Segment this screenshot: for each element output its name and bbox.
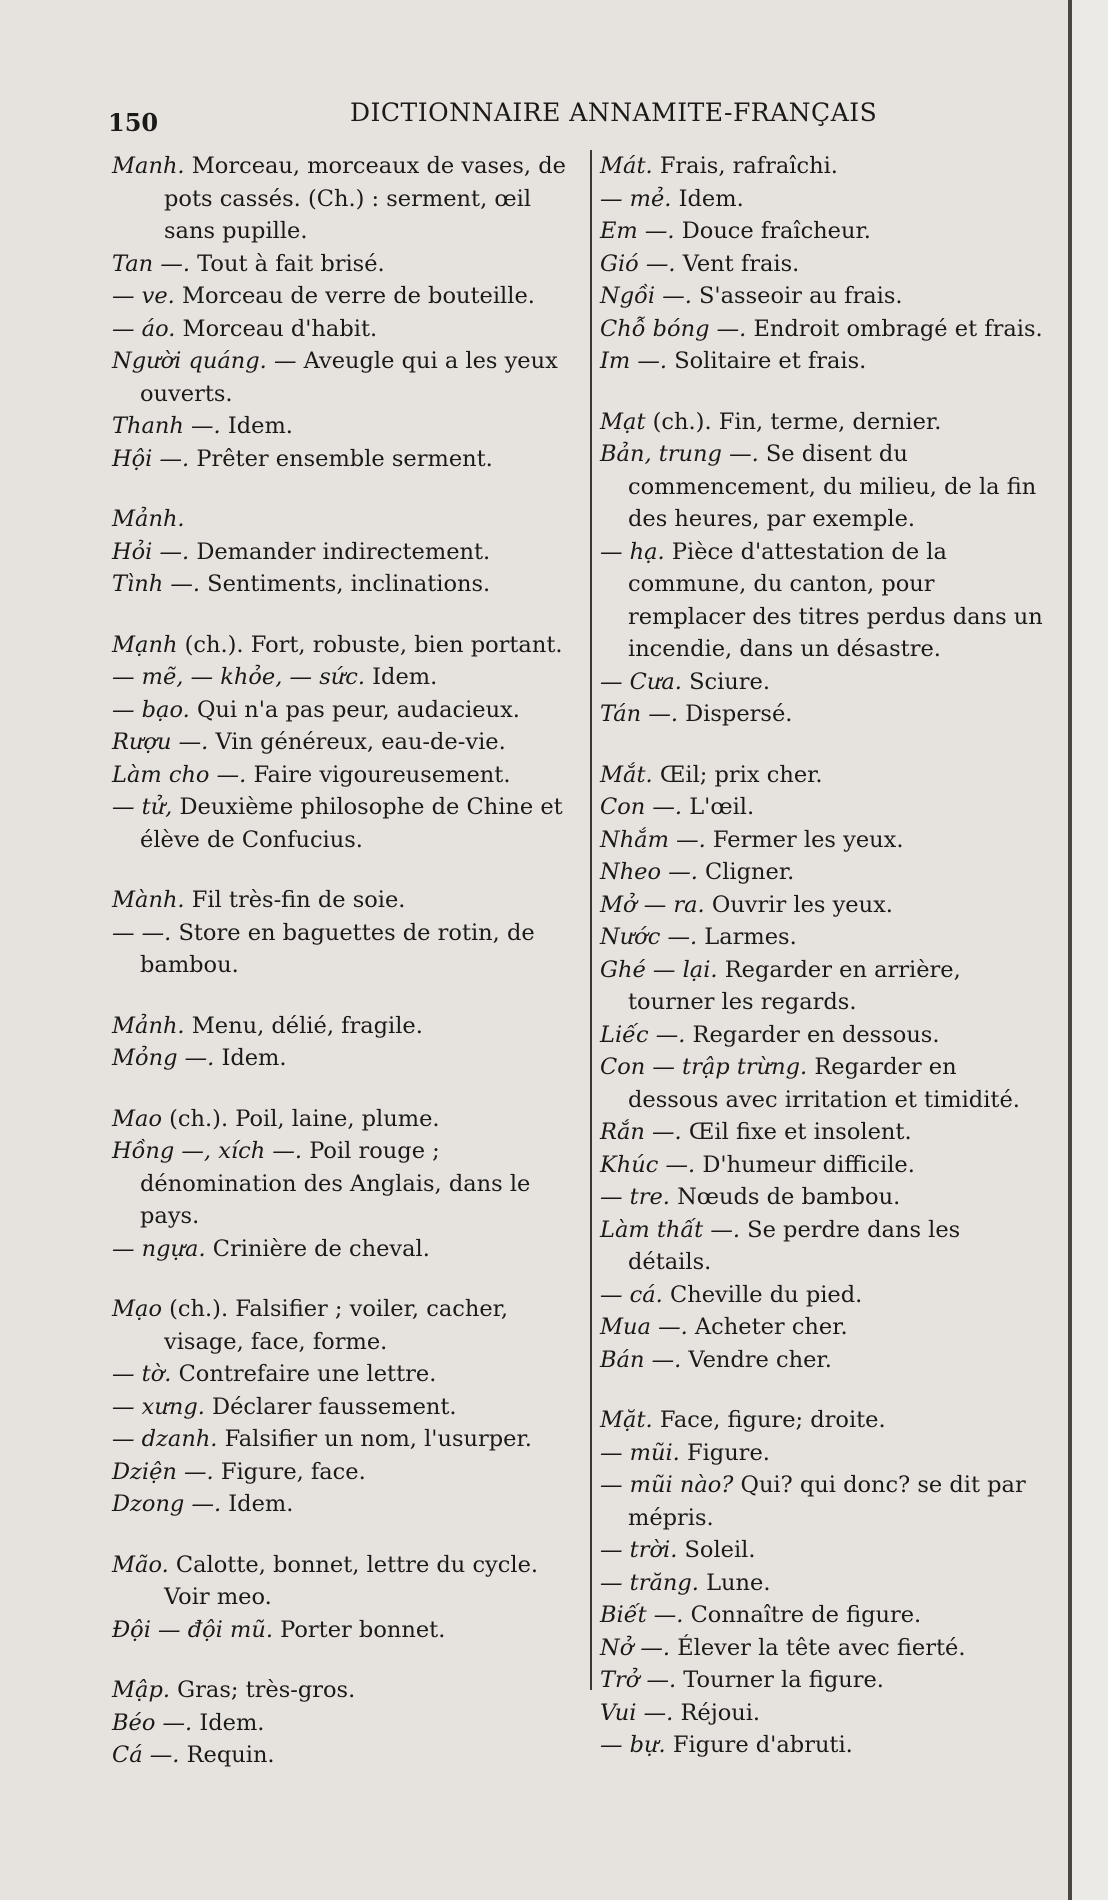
entry-headword-line: [600, 1404, 1048, 1437]
entry-subline: [112, 694, 582, 727]
entry-subline: [112, 1135, 582, 1233]
vietnamese-phrase: Nước —.: [600, 924, 698, 950]
dictionary-entry: [600, 150, 1048, 378]
entry-subline: [112, 1739, 582, 1772]
definition-text: Regarder en arrière, tourner les regards.: [628, 956, 961, 1015]
definition-text: Se perdre dans les détails.: [628, 1216, 961, 1275]
entry-subline: [112, 1456, 582, 1489]
vietnamese-phrase: — dzanh.: [112, 1426, 218, 1452]
vietnamese-phrase: — tử,: [112, 794, 173, 820]
definition-text: Douce fraîcheur.: [681, 218, 871, 244]
right-column: [600, 150, 1048, 1790]
definition-text: Fermer les yeux.: [712, 826, 904, 853]
headword: Mát.: [600, 153, 653, 179]
definition-text: Deuxième philosophe de Chine et élève de Confucius.: [140, 794, 563, 853]
definition-text: Vent frais.: [682, 250, 800, 277]
definition-text: L'œil.: [689, 794, 755, 820]
definition-text: Pièce d'attestation de la commune, du canton, pour remplacer des titres perdus dans un incendie, dans un désastre.: [628, 538, 1043, 662]
entry-subline: [112, 536, 582, 569]
entry-subline: [112, 280, 582, 313]
vietnamese-phrase: Mỏng —.: [112, 1045, 215, 1071]
entry-headword-line: [112, 884, 582, 917]
definition-text: Faire vigoureusement.: [253, 761, 511, 788]
entry-subline: [600, 954, 1048, 1019]
vietnamese-phrase: — xưng.: [112, 1393, 205, 1420]
entry-subline: [600, 1279, 1048, 1312]
vietnamese-phrase: — áo.: [112, 315, 176, 342]
entry-subline: [600, 889, 1048, 922]
vietnamese-phrase: Con —.: [600, 794, 683, 820]
vietnamese-phrase: Nhắm —.: [600, 826, 706, 853]
definition-text: Contrefaire une lettre.: [178, 1361, 437, 1387]
entry-subline: [112, 1042, 582, 1075]
definition-text: Qui n'a pas peur, audacieux.: [196, 696, 520, 723]
vietnamese-phrase: Biết —.: [600, 1602, 684, 1628]
vietnamese-phrase: — mũi.: [600, 1439, 680, 1466]
entry-subline: [112, 759, 582, 792]
vietnamese-phrase: — cá.: [600, 1281, 663, 1308]
definition-text: Ouvrir les yeux.: [711, 891, 893, 918]
vietnamese-phrase: — mẽ, — khỏe, — sức.: [112, 664, 365, 690]
vietnamese-phrase: — Cưa.: [600, 668, 682, 695]
vietnamese-phrase: Làm cho —.: [112, 761, 247, 788]
dictionary-entry: [112, 150, 582, 475]
vietnamese-phrase: Dzong —.: [112, 1491, 222, 1517]
vietnamese-phrase: Hội —.: [112, 445, 190, 472]
vietnamese-phrase: Đội — đội mũ.: [112, 1616, 273, 1643]
vietnamese-phrase: — trời.: [600, 1537, 678, 1563]
vietnamese-phrase: Im —.: [600, 348, 668, 374]
vietnamese-phrase: Khúc —.: [600, 1151, 696, 1178]
entry-subline: [600, 1181, 1048, 1214]
entry-subline: [112, 1707, 582, 1740]
definition-text: Morceau, morceaux de vases, de pots cassés. (Ch.) : serment, œil sans pupille.: [164, 153, 566, 244]
headword: Mắt.: [600, 761, 653, 788]
vietnamese-phrase: Con — trập trừng.: [600, 1054, 808, 1080]
dictionary-entry: [600, 1404, 1048, 1762]
vietnamese-phrase: — ve.: [112, 283, 175, 309]
definition-text: Œil fixe et insolent.: [688, 1119, 912, 1145]
definition-text: (ch.). Poil, laine, plume.: [169, 1105, 440, 1132]
vietnamese-phrase: Chỗ bóng —.: [600, 315, 747, 342]
column-divider: [590, 150, 592, 1690]
definition-text: Endroit ombragé et frais.: [753, 315, 1043, 342]
headword: Mao: [112, 1105, 162, 1132]
vietnamese-phrase: Mở — ra.: [600, 891, 705, 918]
entry-subline: [112, 1614, 582, 1647]
entry-subline: [600, 1697, 1048, 1730]
dictionary-entry: [112, 1010, 582, 1075]
vietnamese-phrase: Bán —.: [600, 1346, 682, 1373]
definition-text: Idem.: [227, 413, 293, 439]
entry-subline: [112, 726, 582, 759]
headword: Mảnh.: [112, 1012, 185, 1039]
entry-subline: [600, 1116, 1048, 1149]
vietnamese-phrase: — —.: [112, 919, 172, 946]
entry-subline: [600, 1149, 1048, 1182]
entry-subline: [112, 1233, 582, 1266]
definition-text: Regarder en dessous.: [692, 1021, 940, 1048]
vietnamese-phrase: Liếc —.: [600, 1021, 686, 1048]
definition-text: — Aveugle qui a les yeux ouverts.: [140, 348, 558, 407]
dictionary-entry: [112, 503, 582, 601]
entry-subline: [112, 443, 582, 476]
definition-text: Idem.: [221, 1045, 287, 1071]
definition-text: Se disent du commencement, du milieu, de la fin des heures, par exemple.: [628, 441, 1037, 532]
definition-text: Crinière de cheval.: [212, 1235, 430, 1262]
entry-subline: [112, 410, 582, 443]
definition-text: Store en baguettes de rotin, de bambou.: [140, 919, 535, 978]
vietnamese-phrase: — tờ.: [112, 1361, 172, 1387]
entry-subline: [112, 313, 582, 346]
dictionary-entry: [112, 629, 582, 857]
headword: Mảnh.: [112, 506, 185, 532]
vietnamese-phrase: Rượu —.: [112, 729, 209, 755]
entry-subline: [600, 438, 1048, 536]
vietnamese-phrase: — bự.: [600, 1732, 666, 1758]
vietnamese-phrase: Ngồi —.: [600, 283, 692, 309]
definition-text: Sentiments, inclinations.: [207, 571, 491, 597]
headword: Mặt.: [600, 1407, 653, 1433]
definition-text: Sciure.: [689, 668, 771, 695]
vietnamese-phrase: — trăng.: [600, 1569, 699, 1596]
definition-text: Idem.: [199, 1709, 265, 1736]
running-head: DICTIONNAIRE ANNAMITE-FRANÇAIS: [350, 98, 878, 127]
headword: Mão.: [112, 1551, 169, 1578]
entry-subline: [112, 661, 582, 694]
vietnamese-phrase: — tre.: [600, 1184, 670, 1210]
entry-subline: [600, 1344, 1048, 1377]
definition-text: Idem.: [678, 185, 744, 212]
vietnamese-phrase: Béo —.: [112, 1709, 193, 1736]
definition-text: Lune.: [706, 1569, 771, 1596]
definition-text: Regarder en dessous avec irritation et timidité.: [628, 1054, 1020, 1113]
entry-subline: [600, 536, 1048, 666]
entry-subline: [112, 1358, 582, 1391]
vietnamese-phrase: — hạ.: [600, 538, 665, 565]
definition-text: Élever la tête avec fierté.: [677, 1634, 966, 1661]
entry-headword-line: [112, 1293, 582, 1358]
vietnamese-phrase: Làm thất —.: [600, 1216, 741, 1243]
definition-text: Figure.: [686, 1439, 770, 1466]
headword: Mạt: [600, 408, 646, 435]
vietnamese-phrase: Thanh —.: [112, 413, 221, 439]
vietnamese-phrase: — ngựa.: [112, 1235, 206, 1262]
vietnamese-phrase: Dziện —.: [112, 1458, 214, 1485]
entry-headword-line: [112, 503, 582, 536]
entry-subline: [600, 183, 1048, 216]
definition-text: Dispersé.: [685, 701, 793, 727]
definition-text: D'humeur difficile.: [702, 1151, 915, 1178]
entry-headword-line: [112, 1549, 582, 1614]
definition-text: Idem.: [228, 1491, 294, 1517]
entry-subline: [600, 248, 1048, 281]
entry-subline: [600, 791, 1048, 824]
entry-subline: [600, 824, 1048, 857]
entry-subline: [112, 791, 582, 856]
vietnamese-phrase: Nheo —.: [600, 859, 698, 885]
entry-subline: [600, 1469, 1048, 1534]
definition-text: Figure, face.: [220, 1458, 366, 1485]
entry-headword-line: [112, 1674, 582, 1707]
definition-text: Fil très-fin de soie.: [191, 887, 406, 913]
vietnamese-phrase: Vui —.: [600, 1699, 674, 1726]
dictionary-entry: [600, 406, 1048, 731]
entry-subline: [112, 248, 582, 281]
entry-headword-line: [600, 150, 1048, 183]
vietnamese-phrase: Trở —.: [600, 1667, 677, 1693]
definition-text: Frais, rafraîchi.: [659, 153, 838, 179]
entry-subline: [600, 856, 1048, 889]
vietnamese-phrase: Rắn —.: [600, 1119, 682, 1145]
definition-text: Prêter ensemble serment.: [196, 445, 493, 472]
definition-text: Tout à fait brisé.: [197, 250, 385, 277]
definition-text: Œil; prix cher.: [659, 761, 823, 788]
dictionary-entry: [112, 1549, 582, 1647]
definition-text: Morceau d'habit.: [182, 315, 378, 342]
definition-text: Acheter cher.: [694, 1314, 848, 1340]
definition-text: Falsifier un nom, l'usurper.: [224, 1426, 532, 1452]
definition-text: Requin.: [186, 1742, 275, 1768]
vietnamese-phrase: Gió —.: [600, 250, 676, 277]
entry-subline: [112, 1391, 582, 1424]
definition-text: Demander indirectement.: [196, 538, 491, 565]
definition-text: Poil rouge ; dénomination des Anglais, dans le pays.: [140, 1138, 531, 1229]
definition-text: Tourner la figure.: [683, 1667, 884, 1693]
headword: Mạnh: [112, 631, 178, 658]
definition-text: (ch.). Falsifier ; voiler, cacher, visage, face, forme.: [164, 1296, 509, 1355]
definition-text: Idem.: [372, 664, 438, 690]
definition-text: Morceau de verre de bouteille.: [182, 283, 535, 309]
headword: Manh.: [112, 153, 185, 179]
entry-subline: [600, 215, 1048, 248]
definition-text: (ch.). Fin, terme, dernier.: [652, 408, 942, 435]
entry-subline: [112, 568, 582, 601]
dictionary-entry: [112, 1674, 582, 1772]
entry-headword-line: [112, 1010, 582, 1043]
entry-subline: [600, 921, 1048, 954]
definition-text: (ch.). Fort, robuste, bien portant.: [184, 631, 563, 658]
definition-text: Connaître de figure.: [690, 1602, 922, 1628]
definition-text: Gras; très-gros.: [177, 1677, 356, 1703]
vietnamese-phrase: Bản, trung —.: [600, 441, 759, 467]
left-column: [112, 150, 582, 1800]
definition-text: Calotte, bonnet, lettre du cycle. Voir meo.: [164, 1551, 539, 1610]
entry-headword-line: [112, 629, 582, 662]
headword: Mạo: [112, 1296, 162, 1322]
definition-text: Qui? qui donc? se dit par mépris.: [628, 1472, 1026, 1531]
definition-text: Figure d'abruti.: [672, 1732, 853, 1758]
entry-headword-line: [112, 150, 582, 248]
entry-subline: [600, 1534, 1048, 1567]
definition-text: Vin généreux, eau-de-vie.: [215, 729, 506, 755]
vietnamese-phrase: — mẻ.: [600, 185, 672, 212]
page-number: 150: [108, 108, 159, 137]
entry-headword-line: [112, 1103, 582, 1136]
vietnamese-phrase: Tình —.: [112, 571, 200, 597]
entry-subline: [600, 1214, 1048, 1279]
definition-text: Nœuds de bambou.: [677, 1184, 901, 1210]
headword: Mành.: [112, 887, 185, 913]
definition-text: Face, figure; droite.: [659, 1407, 886, 1433]
definition-text: Cligner.: [705, 859, 795, 885]
vietnamese-phrase: — mũi nào?: [600, 1472, 734, 1498]
definition-text: Solitaire et frais.: [674, 348, 867, 374]
headword: Mập.: [112, 1677, 171, 1703]
dictionary-entry: [600, 759, 1048, 1377]
vietnamese-phrase: — bạo.: [112, 696, 190, 723]
definition-text: Réjoui.: [680, 1699, 761, 1726]
entry-headword-line: [600, 759, 1048, 792]
dictionary-entry: [112, 1293, 582, 1521]
entry-subline: [600, 345, 1048, 378]
entry-subline: [112, 1488, 582, 1521]
definition-text: Vendre cher.: [688, 1346, 832, 1373]
definition-text: S'asseoir au frais.: [699, 283, 903, 309]
entry-subline: [600, 1729, 1048, 1762]
vietnamese-phrase: Ghé — lại.: [600, 956, 718, 983]
entry-headword-line: [600, 406, 1048, 439]
entry-subline: [600, 1664, 1048, 1697]
next-page-edge: [1068, 0, 1108, 1900]
entry-subline: [112, 345, 582, 410]
definition-text: Menu, délié, fragile.: [191, 1012, 423, 1039]
entry-subline: [112, 917, 582, 982]
vietnamese-phrase: Tan —.: [112, 250, 190, 277]
vietnamese-phrase: Cá —.: [112, 1742, 180, 1768]
vietnamese-phrase: Nở —.: [600, 1634, 671, 1661]
entry-subline: [600, 1311, 1048, 1344]
vietnamese-phrase: Hỏi —.: [112, 538, 190, 565]
entry-subline: [600, 280, 1048, 313]
entry-subline: [600, 1599, 1048, 1632]
vietnamese-phrase: Người quáng.: [112, 348, 267, 374]
definition-text: Larmes.: [704, 924, 797, 950]
entry-subline: [600, 1437, 1048, 1470]
definition-text: Déclarer faussement.: [212, 1393, 457, 1420]
entry-subline: [600, 1051, 1048, 1116]
definition-text: Porter bonnet.: [280, 1616, 446, 1643]
vietnamese-phrase: Em —.: [600, 218, 675, 244]
entry-subline: [600, 698, 1048, 731]
entry-subline: [112, 1423, 582, 1456]
dictionary-entry: [112, 1103, 582, 1266]
entry-subline: [600, 1632, 1048, 1665]
entry-subline: [600, 666, 1048, 699]
entry-subline: [600, 1019, 1048, 1052]
dictionary-entry: [112, 884, 582, 982]
vietnamese-phrase: Hồng —, xích —.: [112, 1138, 303, 1164]
vietnamese-phrase: Mua —.: [600, 1314, 688, 1340]
definition-text: Soleil.: [684, 1537, 756, 1563]
definition-text: Cheville du pied.: [669, 1281, 863, 1308]
entry-subline: [600, 1567, 1048, 1600]
vietnamese-phrase: Tán —.: [600, 701, 678, 727]
entry-subline: [600, 313, 1048, 346]
